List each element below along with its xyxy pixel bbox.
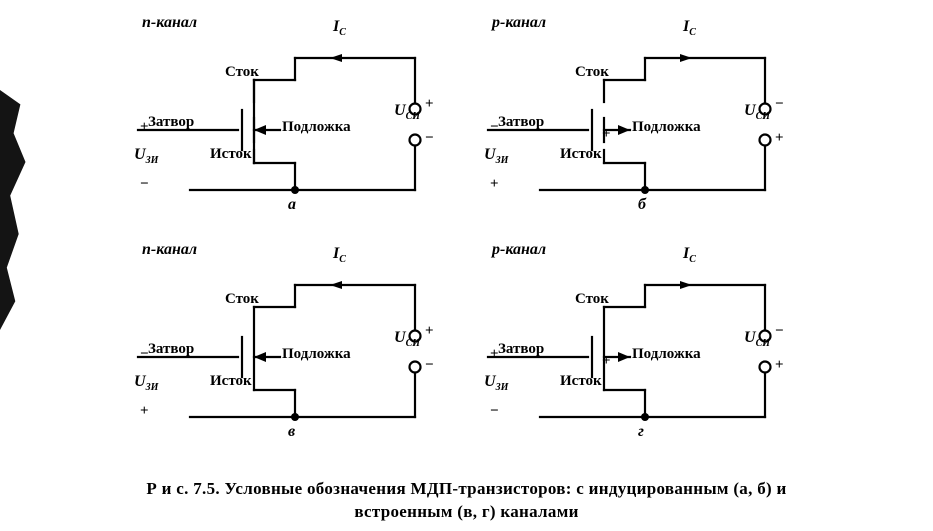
figure-caption-line1: Р и с. 7.5. Условные обозначения МДП-транзисторов: с индуцированным (а, б) и [146, 479, 787, 498]
source-label-b: Исток [560, 146, 602, 162]
channel-type-label-c: n-канал [142, 241, 198, 258]
source-label-a: Исток [210, 146, 252, 162]
current-arrow-d [680, 281, 692, 289]
current-label-c: $I_С$ [333, 245, 346, 266]
terminal-output-minus-c [410, 362, 421, 373]
output-plus-a: + [425, 96, 434, 112]
substrate-arrow-c [254, 352, 266, 362]
drain-label-c: Сток [225, 291, 259, 307]
input-minus-d: − [490, 403, 499, 419]
terminal-output-plus-d [760, 362, 771, 373]
input-voltage-label-d: $U_{ЗИ}$ [484, 373, 509, 394]
substrate-plus-b: + [602, 126, 611, 142]
substrate-label-b: Подложка [632, 119, 701, 135]
substrate-arrow-d [618, 352, 630, 362]
input-plus-d: + [490, 346, 499, 362]
input-voltage-label-b: $U_{ЗИ}$ [484, 146, 509, 167]
output-minus-d: − [775, 323, 784, 339]
input-voltage-label-a: $U_{ЗИ}$ [134, 146, 159, 167]
current-label-b: $I_С$ [683, 18, 696, 39]
circuit-panel-a [130, 14, 530, 228]
source-label-d: Исток [560, 373, 602, 389]
output-voltage-label-d: $U_{СИ}$ [744, 329, 771, 350]
figure-caption [0, 478, 933, 524]
input-minus-b: − [490, 119, 499, 135]
input-minus-a: − [140, 176, 149, 192]
input-minus-c: − [140, 346, 149, 362]
panel-letter-c: в [288, 423, 296, 440]
junction-dot-d [641, 413, 649, 421]
gate-label-c: Затвор [148, 341, 195, 357]
substrate-plus-d: + [602, 353, 611, 369]
channel-type-label-a: n-канал [142, 14, 198, 31]
output-minus-c: − [425, 357, 434, 373]
current-arrow-b [680, 54, 692, 62]
scan-artifact-smudge [0, 90, 34, 330]
current-arrow-a [330, 54, 342, 62]
panel-letter-b: б [638, 196, 646, 213]
substrate-label-c: Подложка [282, 346, 351, 362]
output-voltage-label-a: $U_{СИ}$ [394, 102, 421, 123]
channel-type-label-d: p-канал [492, 241, 547, 258]
gate-label-d: Затвор [498, 341, 545, 357]
gate-label-b: Затвор [498, 114, 545, 130]
junction-dot-a [291, 186, 299, 194]
circuit-panel-b [480, 14, 880, 228]
junction-dot-c [291, 413, 299, 421]
substrate-label-d: Подложка [632, 346, 701, 362]
output-minus-a: − [425, 130, 434, 146]
panel-letter-a: а [288, 196, 296, 213]
circuit-panel-c [130, 241, 530, 455]
output-plus-d: + [775, 357, 784, 373]
output-minus-b: − [775, 96, 784, 112]
output-plus-c: + [425, 323, 434, 339]
substrate-arrow-b [618, 125, 630, 135]
drain-label-b: Сток [575, 64, 609, 80]
input-voltage-label-c: $U_{ЗИ}$ [134, 373, 159, 394]
junction-dot-b [641, 186, 649, 194]
terminal-output-plus-b [760, 135, 771, 146]
input-plus-b: + [490, 176, 499, 192]
substrate-label-a: Подложка [282, 119, 351, 135]
gate-label-a: Затвор [148, 114, 195, 130]
substrate-arrow-a [254, 125, 266, 135]
input-plus-a: + [140, 119, 149, 135]
source-label-c: Исток [210, 373, 252, 389]
output-voltage-label-c: $U_{СИ}$ [394, 329, 421, 350]
drain-label-d: Сток [575, 291, 609, 307]
output-plus-b: + [775, 130, 784, 146]
figure-caption-line2: встроенным (в, г) каналами [354, 501, 579, 521]
current-arrow-c [330, 281, 342, 289]
panel-letter-d: г [638, 423, 644, 440]
output-voltage-label-b: $U_{СИ}$ [744, 102, 771, 123]
channel-type-label-b: p-канал [492, 14, 547, 31]
drain-label-a: Сток [225, 64, 259, 80]
current-label-d: $I_С$ [683, 245, 696, 266]
circuit-panel-d [480, 241, 880, 455]
input-plus-c: + [140, 403, 149, 419]
terminal-output-minus-a [410, 135, 421, 146]
current-label-a: $I_С$ [333, 18, 346, 39]
